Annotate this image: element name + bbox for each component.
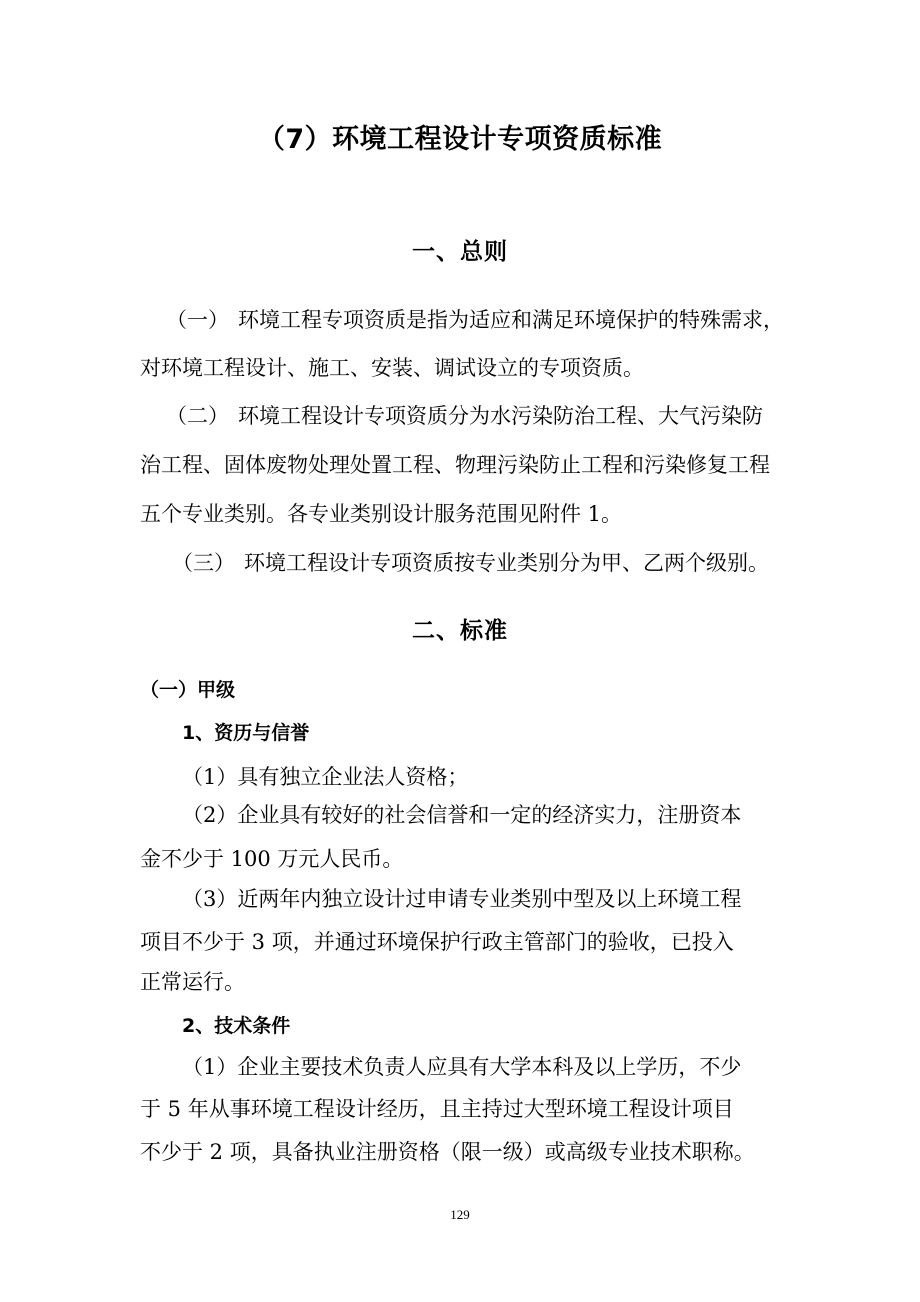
subsection-title-qualifications: 1、资历与信誉 bbox=[182, 722, 310, 744]
section-heading-standards: 二、标准 bbox=[412, 618, 508, 644]
paragraph-continued: 于 5 年从事环境工程设计经历，且主持过大型环境工程设计项目 bbox=[140, 1097, 734, 1121]
paragraph-continued: 金不少于 100 万元人民币。 bbox=[140, 847, 404, 871]
list-item bbox=[172, 549, 769, 577]
item-number: （二） bbox=[166, 404, 229, 428]
page-number: 129 bbox=[450, 1207, 470, 1222]
list-item bbox=[166, 402, 763, 430]
item-text: 环境工程设计专项资质按专业类别分为甲、乙两个级别。 bbox=[244, 551, 769, 575]
item-text: 环境工程设计专项资质分为水污染防治工程、大气污染防 bbox=[238, 404, 763, 428]
subsection-title-technical: 2、技术条件 bbox=[182, 1015, 291, 1037]
paragraph: （1）企业主要技术负责人应具有大学本科及以上学历，不少 bbox=[182, 1055, 742, 1079]
item-text-continued: 五个专业类别。各专业类别设计服务范围见附件 1。 bbox=[140, 502, 623, 526]
list-item bbox=[166, 306, 784, 334]
paragraph: （3）近两年内独立设计过申请专业类别中型及以上环境工程 bbox=[182, 887, 742, 911]
paragraph: （1）具有独立企业法人资格； bbox=[182, 765, 469, 789]
grade-heading: （一）甲级 bbox=[140, 679, 236, 701]
item-text: 环境工程专项资质是指为适应和满足环境保护的特殊需求， bbox=[238, 308, 784, 332]
item-text-continued: 对环境工程设计、施工、安装、调试设立的专项资质。 bbox=[140, 356, 644, 380]
paragraph-continued: 项目不少于 3 项，并通过环境保护行政主管部门的验收，已投入 bbox=[140, 930, 734, 954]
paragraph-continued: 正常运行。 bbox=[140, 970, 245, 994]
paragraph: （2）企业具有较好的社会信誉和一定的经济实力，注册资本 bbox=[182, 803, 742, 827]
section-heading-general: 一、总则 bbox=[412, 239, 508, 265]
paragraph-continued: 不少于 2 项，具备执业注册资格（限一级）或高级专业技术职称。 bbox=[140, 1140, 755, 1164]
item-text-continued: 治工程、固体废物处理处置工程、物理污染防止工程和污染修复工程 bbox=[140, 453, 770, 477]
item-number: （一） bbox=[166, 308, 229, 332]
document-title: （7）环境工程设计专项资质标准 bbox=[257, 124, 663, 155]
item-number: （三） bbox=[172, 551, 235, 575]
